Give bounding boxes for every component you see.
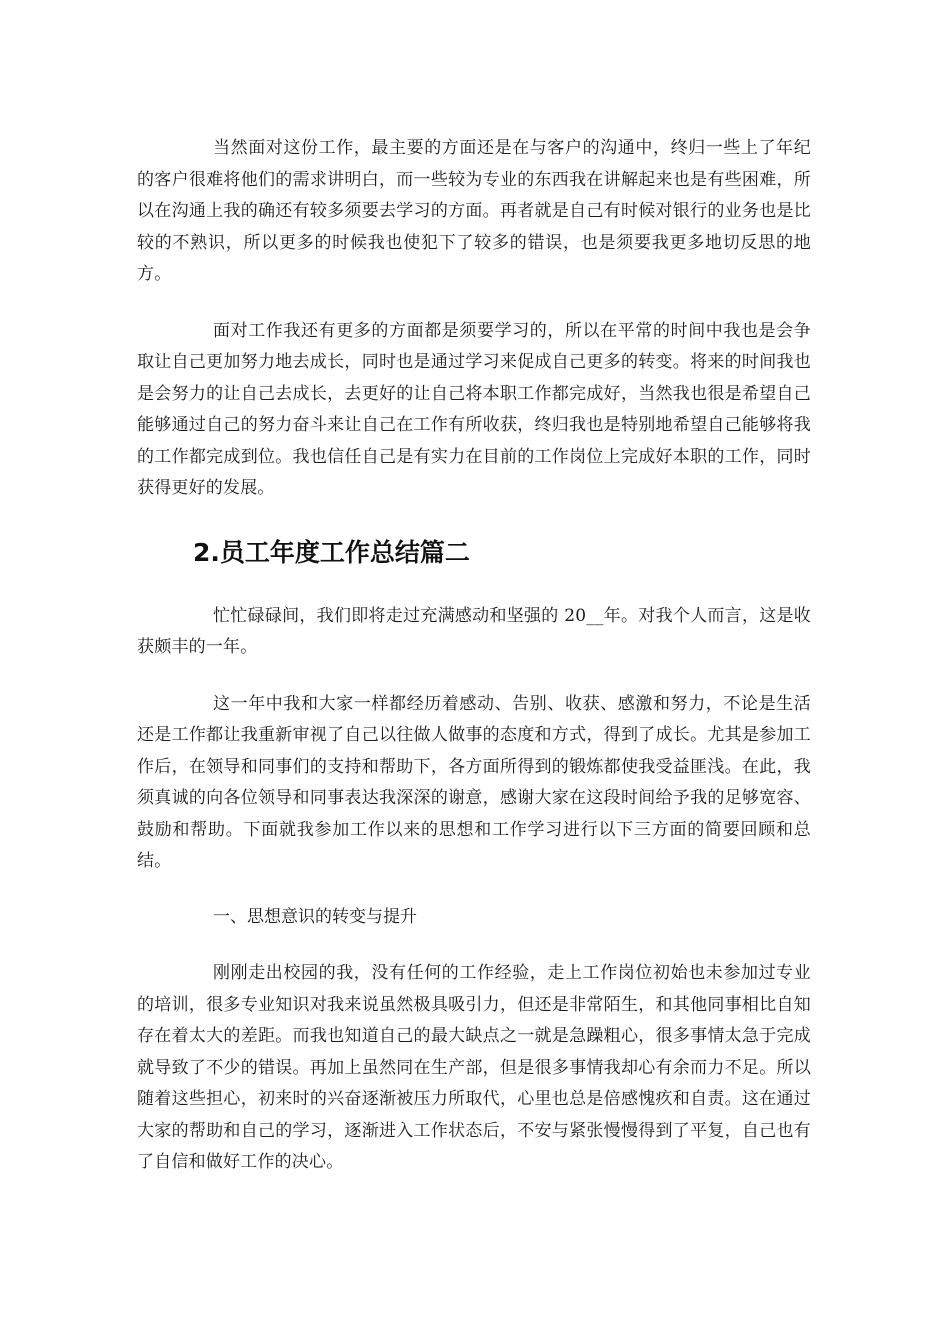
document-body (137, 133, 811, 1179)
section-heading: 2.员工年度工作总结篇二 (193, 537, 470, 567)
paragraph: 这一年中我和大家一样都经历着感动、告别、收获、感激和努力，不论是生活还是工作都让我重新审视了自己以往做人做事的态度和方式，得到了成长。尤其是参加工作后，在领导和同事们的支持和帮助下，各方面所得到的锻炼都使我受益匪浅。在此，我须真诚的向各位领导和同事表达我深深的谢意，感谢大家在这段时间给予我的足够宽容、鼓励和帮助。下面就我参加工作以来的思想和工作学习进行以下三方面的简要回顾和总结。 (137, 693, 811, 871)
paragraph: 忙忙碌碌间，我们即将走过充满感动和坚强的 20__年。对我个人而言，这是收获颇丰的一年。 (137, 605, 811, 657)
paragraph: 面对工作我还有更多的方面都是须要学习的，所以在平常的时间中我也是会争取让自己更加努力地去成长，同时也是通过学习来促成自己更多的转变。将来的时间我也是会努力的让自己去成长，去更好的让自己将本职工作都完成好，当然我也很是希望自己能够通过自己的努力奋斗来让自己在工作有所收获，终归我也是特别地希望自己能够将我的工作都完成到位。我也信任自己是有实力在目前的工作岗位上完成好本职的工作，同时获得更好的发展。 (137, 320, 811, 498)
paragraph: 刚刚走出校园的我，没有任何的工作经验，走上工作岗位初始也未参加过专业的培训，很多专业知识对我来说虽然极具吸引力，但还是非常陌生，和其他同事相比自知存在着太大的差距。而我也知道自己的最大缺点之一就是急躁粗心，很多事情太急于完成就导致了不少的错误。再加上虽然同在生产部，但是很多事情我却心有余而力不足。所以随着这些担心，初来时的兴奋逐渐被压力所取代，心里也总是倍感愧疚和自责。这在通过大家的帮助和自己的学习，逐渐进入工作状态后，不安与紧张慢慢得到了平复，自己也有了自信和做好工作的决心。 (137, 963, 811, 1172)
subsection-title: 一、思想意识的转变与提升 (213, 906, 417, 927)
paragraph: 当然面对这份工作，最主要的方面还是在与客户的沟通中，终归一些上了年纪的客户很难将他们的需求讲明白，而一些较为专业的东西我在讲解起来也是有些困难，所以在沟通上我的确还有较多须要去学习的方面。再者就是自己有时候对银行的业务也是比较的不熟识，所以更多的时候我也使犯下了较多的错误，也是须要我更多地切反思的地方。 (137, 138, 811, 284)
